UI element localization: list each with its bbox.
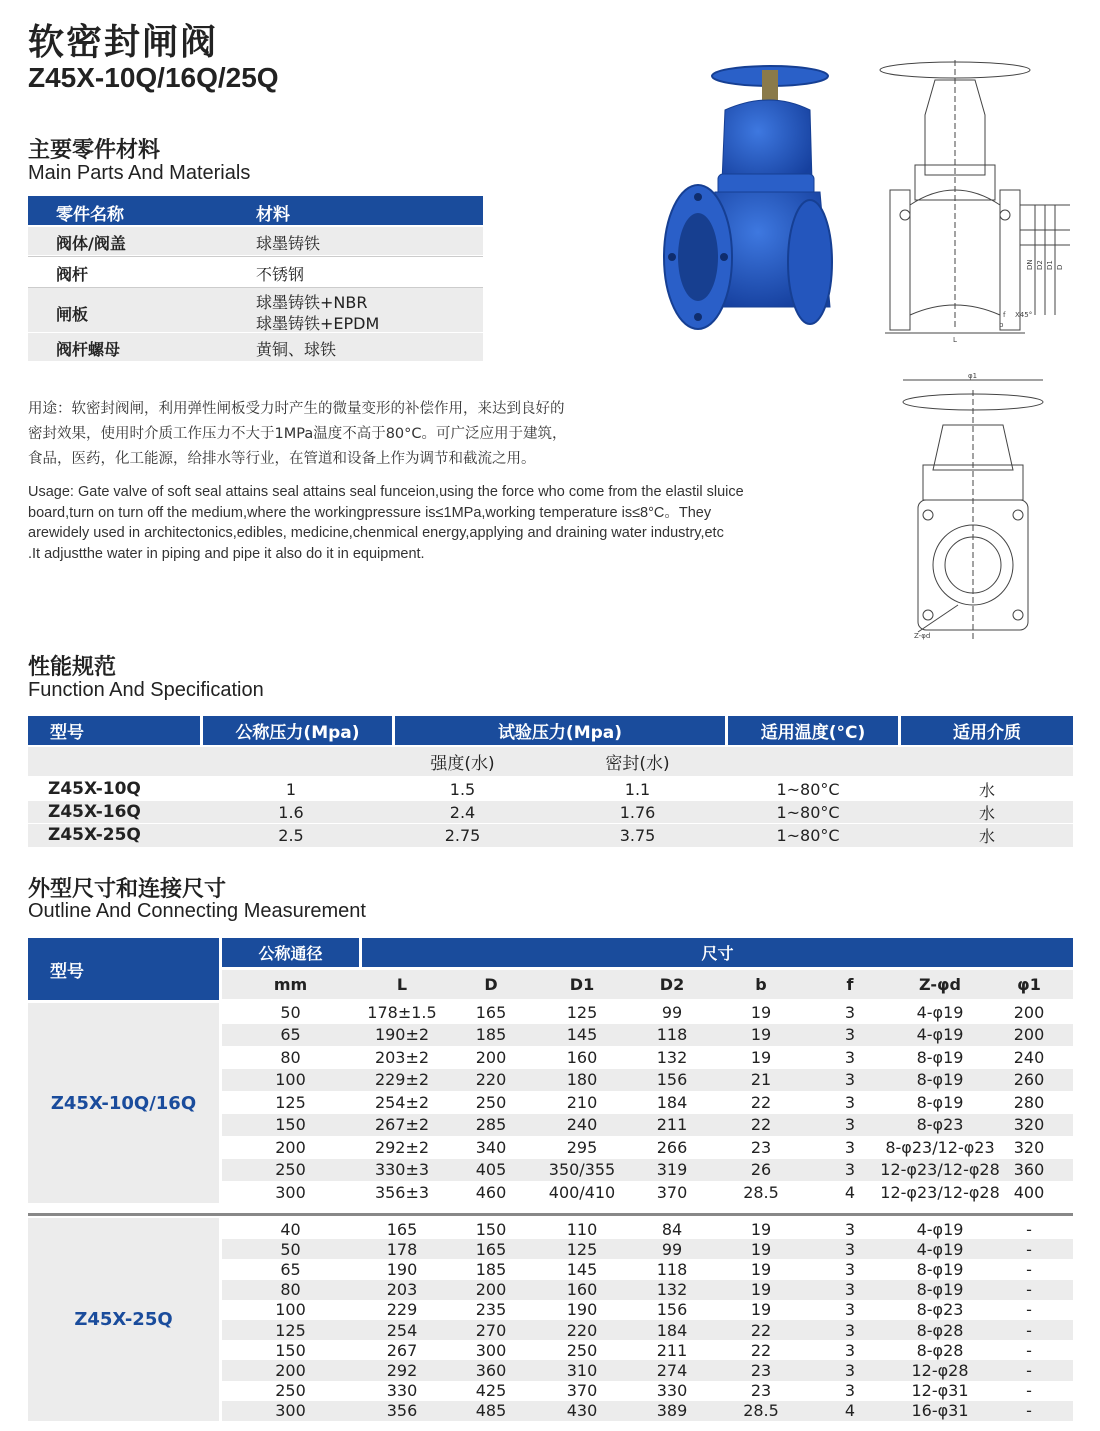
dims-cell: 4-φ19 <box>916 1002 964 1022</box>
dims-sub-header: D2 <box>659 975 685 994</box>
dims-cell: - <box>1026 1300 1032 1320</box>
dims-cell: 292±2 <box>374 1137 430 1157</box>
dims-cell: 100 <box>275 1070 306 1090</box>
dims-cell: 165 <box>475 1002 507 1022</box>
dims-cell: 200 <box>275 1360 306 1380</box>
dims-cell: 3 <box>844 1070 856 1090</box>
part-material: 不锈钢 <box>256 265 305 284</box>
dims-cell: 40 <box>280 1219 301 1239</box>
dims-sub-header: D1 <box>569 975 595 994</box>
dims-cell: 12-φ31 <box>911 1381 969 1401</box>
spec-cell-model: Z45X-25Q <box>48 825 141 845</box>
dims-cell: 19 <box>750 1219 772 1239</box>
dims-cell: 22 <box>750 1320 772 1340</box>
dims-cell: 250 <box>566 1340 598 1360</box>
dims-cell: 8-φ28 <box>916 1320 964 1340</box>
dims-cell: 165 <box>386 1219 418 1239</box>
dims-cell: 21 <box>750 1070 772 1090</box>
spec-sub-seal: 密封(水) <box>605 754 670 774</box>
dims-cell: 330±3 <box>374 1160 430 1180</box>
dims-header-size: 尺寸 <box>362 938 1073 967</box>
dims-cell: 110 <box>566 1219 598 1239</box>
dims-cell: 270 <box>475 1320 507 1340</box>
dims-heading-en: Outline And Connecting Measurement <box>28 900 366 922</box>
dims-cell: 211 <box>656 1115 688 1135</box>
dims-cell: 125 <box>275 1320 306 1340</box>
dims-cell: 3 <box>844 1115 856 1135</box>
dims-cell: 3 <box>844 1025 856 1045</box>
dims-cell: 190 <box>386 1259 418 1279</box>
parts-heading-en: Main Parts And Materials <box>28 162 251 184</box>
dims-cell: 370 <box>566 1381 598 1401</box>
dims-cell: 19 <box>750 1259 772 1279</box>
label-dn: DN <box>1026 259 1034 270</box>
dims-cell: 118 <box>656 1025 688 1045</box>
part-name: 闸板 <box>56 305 89 324</box>
dims-cell: 99 <box>661 1002 683 1022</box>
dims-cell: 19 <box>750 1300 772 1320</box>
spec-cell-pn: 1.6 <box>278 802 304 822</box>
dims-cell: 80 <box>280 1280 301 1300</box>
dims-cell: - <box>1026 1219 1032 1239</box>
dims-cell: 4 <box>844 1401 856 1421</box>
label-b: b <box>999 321 1004 329</box>
dims-cell: 19 <box>750 1025 772 1045</box>
dims-cell: 285 <box>475 1115 507 1135</box>
dims-cell: 19 <box>750 1002 772 1022</box>
dims-cell: 3 <box>844 1092 856 1112</box>
dims-cell: 125 <box>566 1002 598 1022</box>
spec-cell-seal: 1.1 <box>624 779 651 799</box>
dims-cell: 200 <box>1013 1025 1045 1045</box>
dims-header-model: 型号 <box>28 938 219 1000</box>
dims-cell: 211 <box>656 1340 688 1360</box>
dims-cell: 80 <box>280 1047 301 1067</box>
dims-cell: 132 <box>656 1280 688 1300</box>
dims-cell: 320 <box>1013 1115 1045 1135</box>
dims-cell: 460 <box>475 1182 507 1202</box>
spec-cell-model: Z45X-10Q <box>48 779 141 799</box>
model-title: Z45X-10Q/16Q/25Q <box>28 62 279 93</box>
dims-cell: 425 <box>475 1381 507 1401</box>
dims-cell: 229±2 <box>374 1070 430 1090</box>
dims-sub-header: mm <box>273 975 308 994</box>
dims-cell: 356±3 <box>374 1182 430 1202</box>
dims-cell: 8-φ23/12-φ23 <box>885 1137 995 1157</box>
dims-cell: 28.5 <box>743 1182 779 1202</box>
dims-cell: 200 <box>475 1047 507 1067</box>
dims-cell: 430 <box>566 1401 598 1421</box>
dims-cell: 3 <box>844 1300 856 1320</box>
dims-cell: 3 <box>844 1137 856 1157</box>
dims-cell: 12-φ23/12-φ28 <box>880 1182 1000 1202</box>
spec-cell-strength: 2.75 <box>444 825 481 845</box>
spec-header-pn: 公称压力(Mpa) <box>203 716 392 745</box>
dims-cell: 4 <box>844 1182 856 1202</box>
dims-cell: 8-φ23 <box>916 1300 964 1320</box>
dims-cell: 178±1.5 <box>367 1002 437 1022</box>
dims-cell: 156 <box>656 1070 688 1090</box>
dims-cell: 23 <box>750 1381 772 1401</box>
dims-cell: 3 <box>844 1219 856 1239</box>
dims-group1-model: Z45X-10Q/16Q <box>50 1092 197 1114</box>
dims-cell: 150 <box>475 1219 507 1239</box>
dims-cell: 8-φ23 <box>916 1115 964 1135</box>
dims-cell: 185 <box>475 1025 507 1045</box>
part-name: 阀杆 <box>56 265 89 284</box>
dims-cell: 254±2 <box>374 1092 430 1112</box>
dims-cell: 250 <box>275 1160 306 1180</box>
dims-cell: 99 <box>661 1239 683 1259</box>
dims-cell: 300 <box>275 1401 306 1421</box>
spec-heading-cn: 性能规范 <box>28 655 117 680</box>
parts-table-header <box>28 196 483 225</box>
dims-cell: 3 <box>844 1160 856 1180</box>
valve-product-image <box>660 62 860 347</box>
dims-cell: 8-φ19 <box>916 1259 964 1279</box>
dims-cell: 300 <box>275 1182 306 1202</box>
dims-cell: 267 <box>386 1340 418 1360</box>
usage-en: Usage: Gate valve of soft seal attains seal attains seal funceion,using the force who come from the elastil sluice board,turn on turn off the medium,where the workingpressure is≤1MPa,working temperature is≤8°C。They arewidely used in architectonics,edibles, medicine,chenmical energy,applying and draining water industry,etc .It adjustthe water in piping and pipe it also do it in equipment. <box>28 484 744 562</box>
dims-heading-cn: 外型尺寸和连接尺寸 <box>28 877 227 902</box>
dims-cell: 8-φ19 <box>916 1280 964 1300</box>
dims-cell: 160 <box>566 1047 598 1067</box>
dims-cell: 3 <box>844 1259 856 1279</box>
dims-cell: 400/410 <box>548 1182 616 1202</box>
dims-cell: 389 <box>656 1401 688 1421</box>
dims-sub-header: D <box>484 975 498 994</box>
part-material: 球墨铸铁+NBR <box>256 293 368 312</box>
dims-cell: 190 <box>566 1300 598 1320</box>
dims-cell: 3 <box>844 1360 856 1380</box>
spec-header-temp: 适用温度(°C) <box>728 716 898 745</box>
dims-cell: 240 <box>566 1115 598 1135</box>
dims-cell: 267±2 <box>374 1115 430 1135</box>
spec-cell-medium: 水 <box>978 780 995 800</box>
dims-cell: 12-φ28 <box>911 1360 969 1380</box>
dims-cell: 200 <box>475 1280 507 1300</box>
dims-cell: - <box>1026 1340 1032 1360</box>
label-d: D <box>1056 264 1064 270</box>
spec-cell-model: Z45X-16Q <box>48 802 141 822</box>
dims-cell: 400 <box>1013 1182 1045 1202</box>
dims-cell: 28.5 <box>743 1401 779 1421</box>
parts-heading-cn: 主要零件材料 <box>28 138 161 163</box>
dims-cell: 310 <box>566 1360 598 1380</box>
dims-sub-header: b <box>755 975 767 994</box>
dims-cell: 19 <box>750 1239 772 1259</box>
dims-header-dn: 公称通径 <box>222 938 359 967</box>
spec-header-model: 型号 <box>28 716 200 745</box>
dims-cell: 3 <box>844 1381 856 1401</box>
spec-header-test: 试验压力(Mpa) <box>395 716 725 745</box>
dims-cell: 8-φ19 <box>916 1070 964 1090</box>
dims-cell: 340 <box>475 1137 507 1157</box>
dims-cell: 4-φ19 <box>916 1219 964 1239</box>
part-name: 阀体/阀盖 <box>56 234 126 253</box>
label-d1: D1 <box>1046 260 1054 270</box>
dims-cell: 3 <box>844 1320 856 1340</box>
dims-cell: - <box>1026 1239 1032 1259</box>
dims-cell: - <box>1026 1280 1032 1300</box>
dims-cell: 8-φ19 <box>916 1092 964 1112</box>
usage-cn: 用途：软密封阀闸，利用弹性闸板受力时产生的微量变形的补偿作用，来达到良好的 密封效果，使用时介质工作压力不大于1MPa温度不高于80°C。可广泛应用于建筑， 食品，医药，化工能源，给排水等行业，在管道和设备上作为调节和截流之用。 <box>28 401 567 467</box>
spec-cell-strength: 1.5 <box>449 779 476 799</box>
dims-cell: 125 <box>566 1239 598 1259</box>
dims-cell: 254 <box>386 1320 418 1340</box>
spec-cell-pn: 1 <box>285 779 297 799</box>
dims-cell: 84 <box>661 1219 683 1239</box>
dims-cell: 160 <box>566 1280 598 1300</box>
dims-cell: 235 <box>475 1300 507 1320</box>
spec-cell-temp: 1~80°C <box>776 825 840 845</box>
label-chamfer: X45° <box>1015 311 1033 319</box>
dims-sub-header: φ1 <box>1017 975 1041 994</box>
spec-cell-medium: 水 <box>978 803 995 823</box>
dims-cell: 50 <box>280 1239 301 1259</box>
spec-cell-pn: 2.5 <box>278 825 304 845</box>
label-l: L <box>953 336 957 344</box>
dims-cell: 320 <box>1013 1137 1045 1157</box>
dims-cell: 165 <box>475 1239 507 1259</box>
dims-cell: - <box>1026 1401 1032 1421</box>
dims-cell: 319 <box>656 1160 688 1180</box>
part-material: 球墨铸铁+EPDM <box>256 314 380 333</box>
dims-cell: 145 <box>566 1025 598 1045</box>
dims-cell: 190±2 <box>374 1025 430 1045</box>
dims-cell: 184 <box>656 1320 688 1340</box>
dims-cell: 300 <box>475 1340 507 1360</box>
dims-cell: 292 <box>386 1360 418 1380</box>
label-phi1: φ1 <box>968 372 978 380</box>
dims-cell: 3 <box>844 1280 856 1300</box>
dims-cell: 3 <box>844 1239 856 1259</box>
dims-cell: 360 <box>475 1360 507 1380</box>
dims-cell: 370 <box>656 1182 688 1202</box>
dims-cell: 8-φ28 <box>916 1340 964 1360</box>
dims-sub-header: L <box>396 975 408 994</box>
dims-cell: 185 <box>475 1259 507 1279</box>
label-zd: Z-φd <box>914 632 931 640</box>
dims-cell: 250 <box>475 1092 507 1112</box>
part-name: 阀杆螺母 <box>56 340 121 359</box>
dims-cell: 360 <box>1013 1160 1045 1180</box>
dims-cell: 266 <box>656 1137 688 1157</box>
dims-cell: 8-φ19 <box>916 1047 964 1067</box>
dims-cell: 4-φ19 <box>916 1025 964 1045</box>
valve-front-drawing <box>898 370 1048 645</box>
spec-cell-strength: 2.4 <box>449 802 476 822</box>
dims-sub-header: f <box>846 975 854 994</box>
dims-cell: 50 <box>280 1002 301 1022</box>
dims-cell: 132 <box>656 1047 688 1067</box>
spec-cell-seal: 1.76 <box>619 802 656 822</box>
dims-cell: 23 <box>750 1137 772 1157</box>
dims-cell: 274 <box>656 1360 688 1380</box>
dims-cell: 203±2 <box>374 1047 430 1067</box>
dims-cell: - <box>1026 1381 1032 1401</box>
dims-cell: 22 <box>750 1340 772 1360</box>
dims-cell: 405 <box>475 1160 507 1180</box>
dims-group2-model: Z45X-25Q <box>74 1309 173 1330</box>
dims-cell: 229 <box>386 1300 418 1320</box>
dims-cell: 22 <box>750 1115 772 1135</box>
label-d2: D2 <box>1036 260 1044 270</box>
dims-cell: 125 <box>275 1092 306 1112</box>
dims-cell: 210 <box>566 1092 598 1112</box>
dims-cell: 200 <box>1013 1002 1045 1022</box>
dims-cell: 145 <box>566 1259 598 1279</box>
label-f: f <box>1003 311 1006 319</box>
dims-cell: 250 <box>275 1381 306 1401</box>
dims-cell: 178 <box>386 1239 418 1259</box>
dims-cell: - <box>1026 1320 1032 1340</box>
spec-heading-en: Function And Specification <box>28 679 264 701</box>
dims-cell: 4-φ19 <box>916 1239 964 1259</box>
dims-cell: 19 <box>750 1047 772 1067</box>
spec-cell-temp: 1~80°C <box>776 802 840 822</box>
dims-cell: 19 <box>750 1280 772 1300</box>
dims-cell: 150 <box>275 1115 306 1135</box>
dims-cell: 200 <box>275 1137 306 1157</box>
part-material: 球墨铸铁 <box>256 234 321 253</box>
dims-cell: 330 <box>386 1381 418 1401</box>
dims-cell: 26 <box>750 1160 772 1180</box>
spec-header-medium: 适用介质 <box>901 716 1073 745</box>
parts-col-material: 材料 <box>256 205 290 225</box>
spec-cell-medium: 水 <box>978 826 995 846</box>
dims-cell: 180 <box>566 1070 598 1090</box>
dims-sub-header: Z-φd <box>919 975 961 994</box>
spec-cell-temp: 1~80°C <box>776 779 840 799</box>
dims-cell: 330 <box>656 1381 688 1401</box>
dims-cell: 12-φ23/12-φ28 <box>880 1160 1000 1180</box>
dims-cell: 3 <box>844 1047 856 1067</box>
dims-cell: 350/355 <box>548 1160 616 1180</box>
page-title: 软密封闸阀 <box>28 22 219 63</box>
dims-cell: 23 <box>750 1360 772 1380</box>
dims-cell: 16-φ31 <box>911 1401 969 1421</box>
dims-cell: - <box>1026 1259 1032 1279</box>
dims-cell: 184 <box>656 1092 688 1112</box>
dims-cell: - <box>1026 1360 1032 1380</box>
valve-section-drawing <box>875 55 1080 345</box>
spec-cell-seal: 3.75 <box>619 825 656 845</box>
dims-cell: 220 <box>475 1070 507 1090</box>
dims-cell: 356 <box>386 1401 418 1421</box>
dims-cell: 65 <box>280 1025 301 1045</box>
dims-cell: 485 <box>475 1401 507 1421</box>
dims-cell: 295 <box>566 1137 598 1157</box>
dims-cell: 22 <box>750 1092 772 1112</box>
dims-cell: 156 <box>656 1300 688 1320</box>
dims-cell: 3 <box>844 1002 856 1022</box>
parts-col-name: 零件名称 <box>56 205 124 225</box>
dims-cell: 260 <box>1013 1070 1045 1090</box>
dims-cell: 280 <box>1013 1092 1045 1112</box>
part-material: 黄铜、球铁 <box>256 340 337 359</box>
dims-cell: 150 <box>275 1340 306 1360</box>
spec-sub-strength: 强度(水) <box>430 754 495 774</box>
dims-cell: 118 <box>656 1259 688 1279</box>
dims-cell: 100 <box>275 1300 306 1320</box>
dims-cell: 220 <box>566 1320 598 1340</box>
dims-cell: 65 <box>280 1259 301 1279</box>
dims-cell: 240 <box>1013 1047 1045 1067</box>
dims-cell: 203 <box>386 1280 418 1300</box>
dims-cell: 3 <box>844 1340 856 1360</box>
